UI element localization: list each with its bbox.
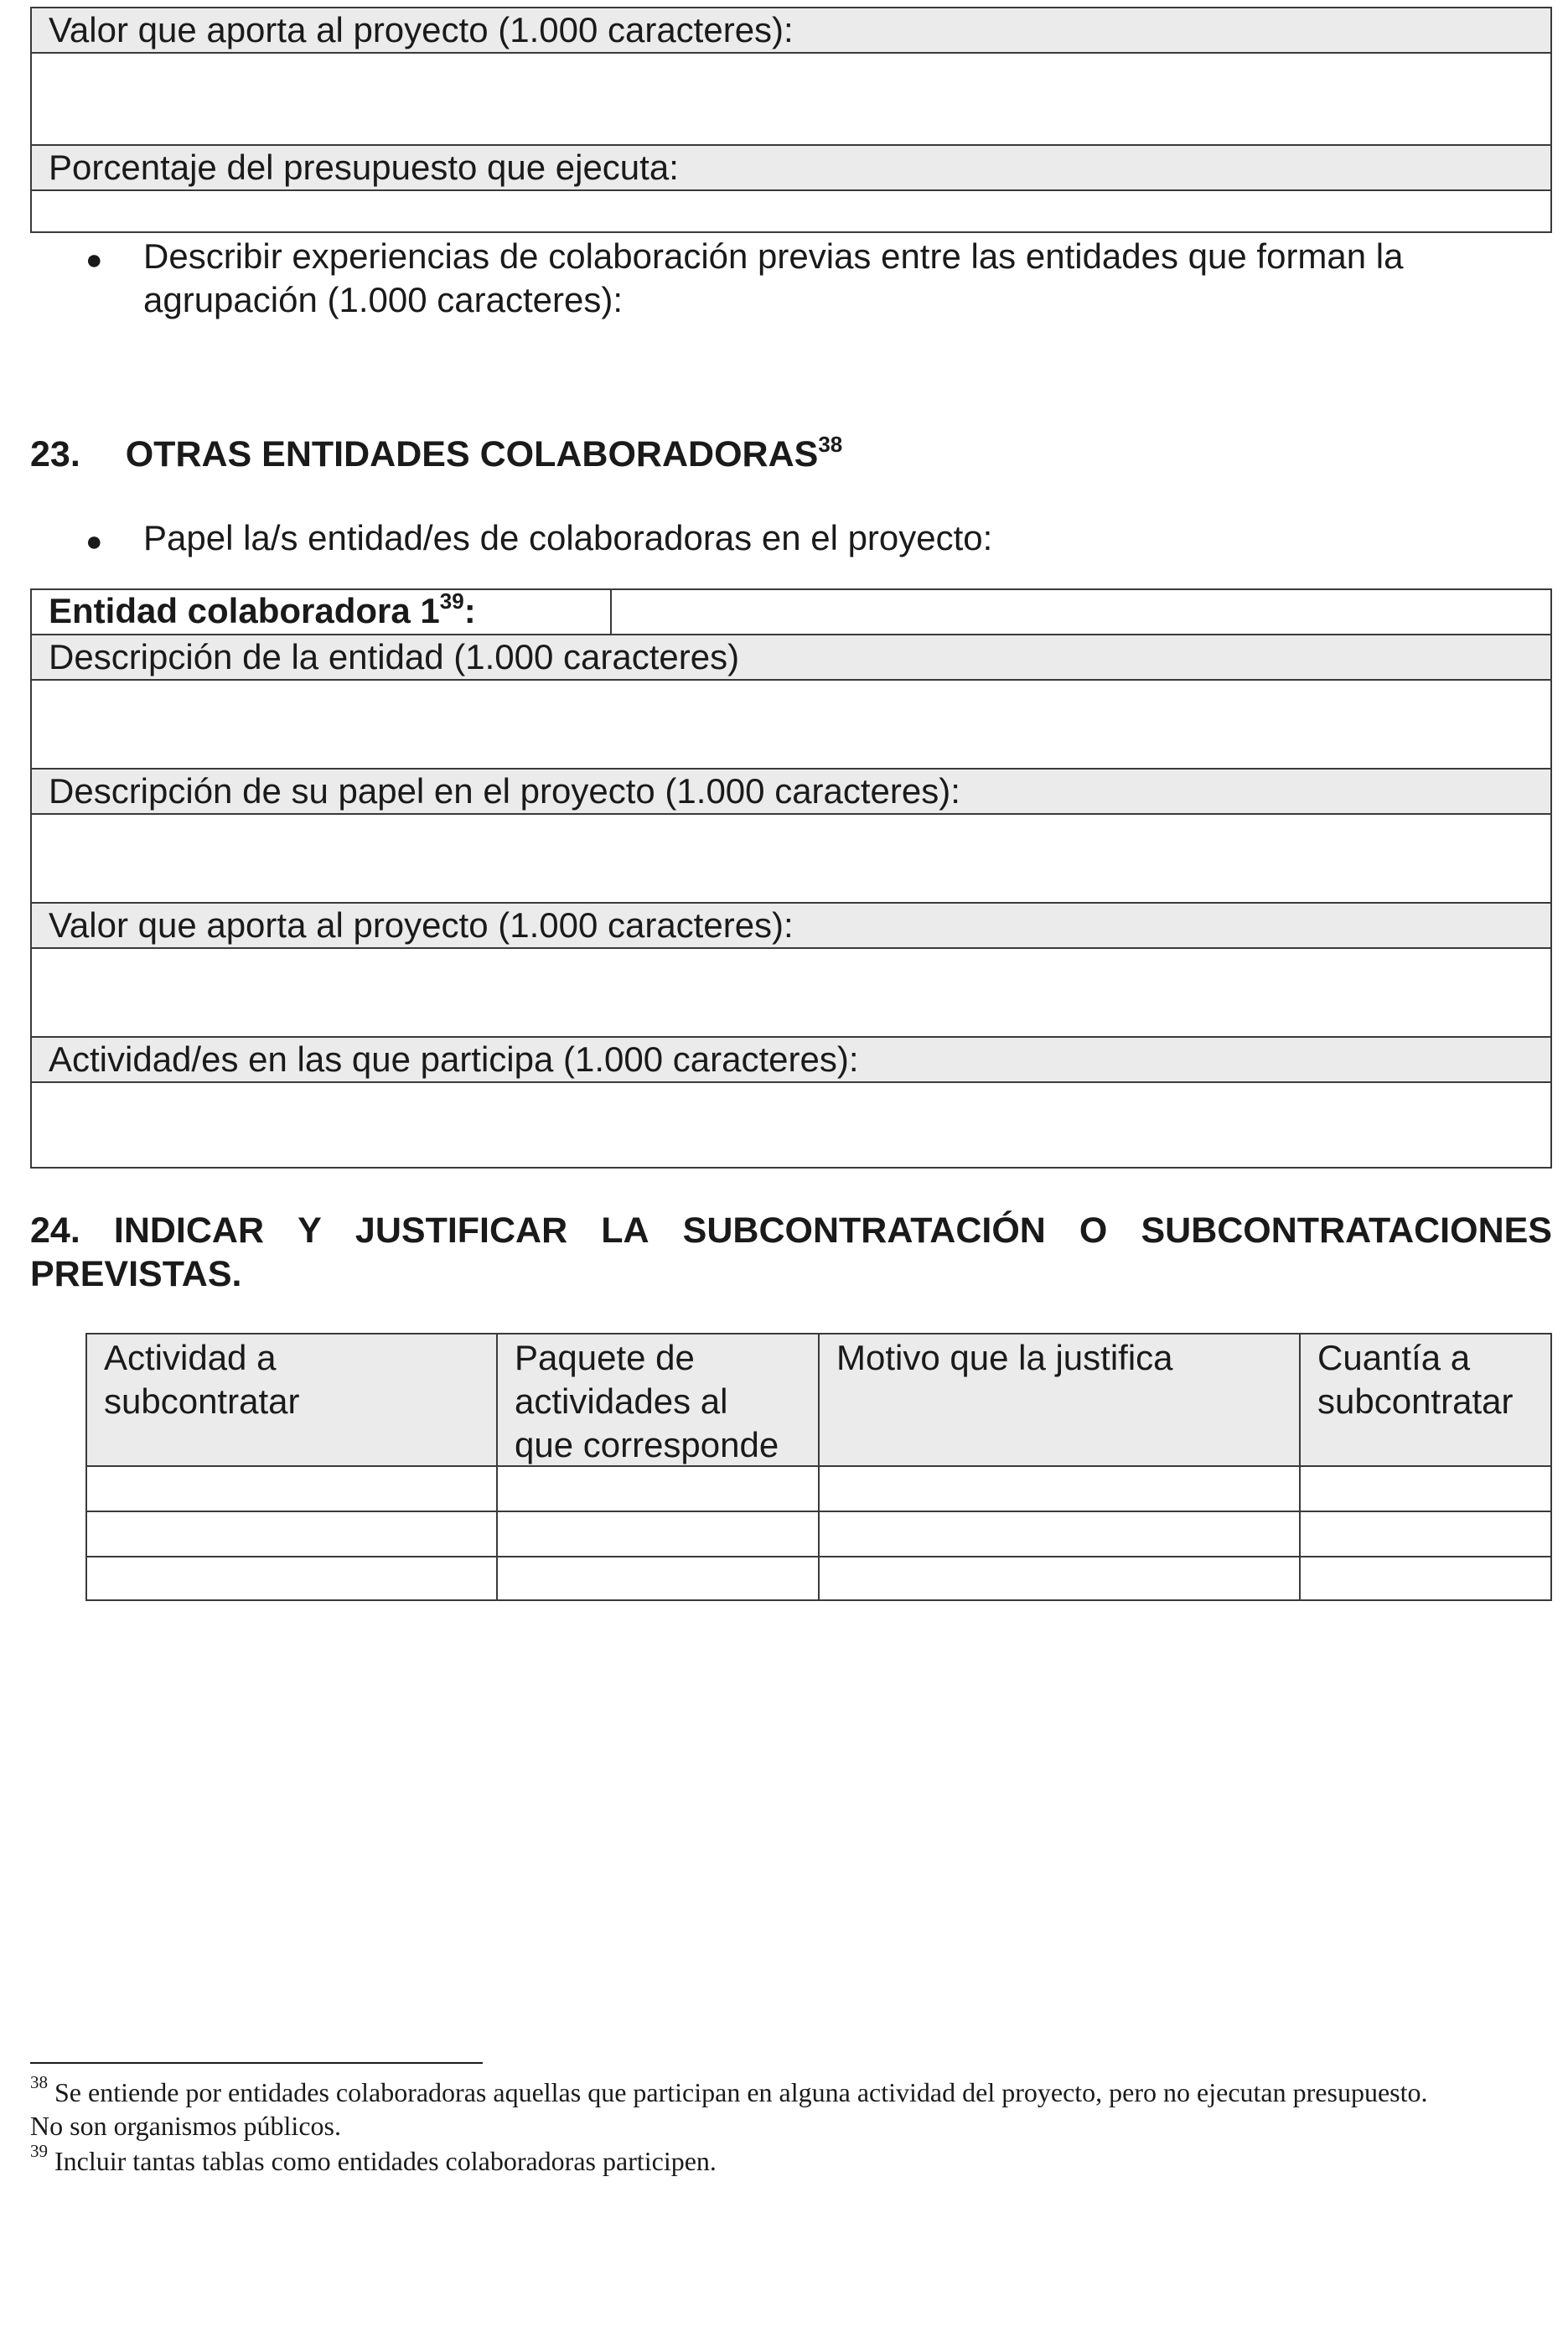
top-table-header-porcentaje-text: Porcentaje del presupuesto que ejecuta: (49, 148, 679, 187)
section-24-heading-line2: PREVISTAS. (30, 1254, 242, 1294)
entity-header-papel (32, 768, 1550, 815)
footnote-38-text: Se entiende por entidades colaboradoras aquellas que participan en alguna actividad del proyecto, pero no ejecutan presupuesto. (54, 2077, 1428, 2107)
entity-field-descripcion[interactable] (32, 681, 1550, 768)
bullet-experiencias-line1: Describir experiencias de colaboración previas entre las entidades que forman la (143, 236, 1404, 276)
section-24-word: SUBCONTRATACIÓN (682, 1210, 1046, 1251)
subcontract-table (85, 1333, 1552, 1601)
col-header-cuantia-line: subcontratar (1317, 1381, 1514, 1421)
col-header-paquete (498, 1335, 818, 1469)
entity-header-actividades-text: Actividad/es en las que participa (1.000 caracteres): (49, 1039, 859, 1079)
entity-field-papel[interactable] (32, 815, 1550, 902)
col-header-paquete-line: que corresponde (515, 1425, 779, 1464)
entity-header-valor (32, 902, 1550, 949)
col-header-cuantia (1301, 1335, 1552, 1425)
footnote-39-text: Incluir tantas tablas como entidades colaboradoras participen. (54, 2146, 717, 2176)
col-header-actividad-line: subcontratar (104, 1381, 300, 1421)
top-table-header-porcentaje (32, 144, 1550, 191)
section-24-word: Y (298, 1210, 322, 1251)
footnote-38-line2: No son organismos públicos. (30, 2111, 341, 2141)
entity-header-valor-text: Valor que aporta al proyecto (1.000 caracteres): (49, 905, 794, 945)
section-24-word: INDICAR (113, 1210, 265, 1251)
entity-label-colon: : (463, 591, 476, 630)
col-header-actividad (87, 1335, 496, 1425)
section-24-heading-line1 (30, 1209, 1552, 1252)
section-24-word: LA (601, 1210, 649, 1251)
col-header-cuantia-line: Cuantía a (1317, 1338, 1471, 1377)
col-header-paquete-line: Paquete de (515, 1338, 695, 1377)
footnote-ref-39[interactable]: 39 (439, 588, 464, 614)
table-row[interactable] (87, 1557, 1550, 1601)
footnote-38 (30, 2072, 1555, 2143)
footnote-39 (30, 2141, 1555, 2178)
table-row[interactable] (87, 1467, 1550, 1511)
entity-field-valor[interactable] (32, 949, 1550, 1036)
footnote-39-ref: 39 (30, 2141, 48, 2162)
entity-field-actividades[interactable] (32, 1083, 1550, 1167)
entity-label: Entidad colaboradora 1 (49, 591, 440, 630)
bullet-dot: ● (85, 526, 103, 557)
section-23-heading (30, 433, 842, 476)
bullet-papel: Papel la/s entidad/es de colaboradoras en el proyecto: (143, 518, 993, 557)
top-table-header-valor (32, 7, 1550, 54)
section-24-number: 24. (30, 1210, 80, 1251)
top-table (30, 7, 1552, 233)
entity-header-actividades (32, 1036, 1550, 1083)
col-header-actividad-line: Actividad a (104, 1338, 277, 1377)
section-24-word: SUBCONTRATACIONES (1141, 1210, 1552, 1251)
col-header-motivo-line: Motivo que la justifica (836, 1338, 1173, 1377)
footnote-38-line1 (30, 2072, 1555, 2109)
col-header-motivo (820, 1335, 1299, 1381)
top-table-field-valor[interactable] (32, 54, 1550, 146)
section-24-word: O (1079, 1210, 1108, 1251)
section-23-title: OTRAS ENTIDADES COLABORADORAS (125, 434, 819, 474)
footnote-separator (30, 2062, 483, 2064)
entity-table (30, 588, 1552, 1169)
entity-header-descripcion (32, 634, 1550, 681)
footnote-38-ref: 38 (30, 2072, 48, 2093)
col-header-paquete-line: actividades al (515, 1381, 728, 1421)
table-row[interactable] (87, 1512, 1550, 1556)
footnote-ref-38[interactable]: 38 (818, 431, 843, 457)
entity-name-input[interactable] (612, 590, 1550, 634)
section-23-number: 23. (30, 434, 80, 474)
entity-label-cell (32, 590, 612, 634)
bullet-dot: ● (85, 244, 103, 276)
bullet-experiencias-line2: agrupación (1.000 caracteres): (143, 280, 623, 319)
entity-header-papel-text: Descripción de su papel en el proyecto (1.000 caracteres): (49, 771, 960, 811)
top-table-header-valor-text: Valor que aporta al proyecto (1.000 caracteres): (49, 10, 794, 49)
top-table-field-porcentaje[interactable] (32, 191, 1550, 233)
entity-header-descripcion-text: Descripción de la entidad (1.000 caracteres) (49, 637, 740, 676)
section-24-word: JUSTIFICAR (354, 1210, 568, 1251)
